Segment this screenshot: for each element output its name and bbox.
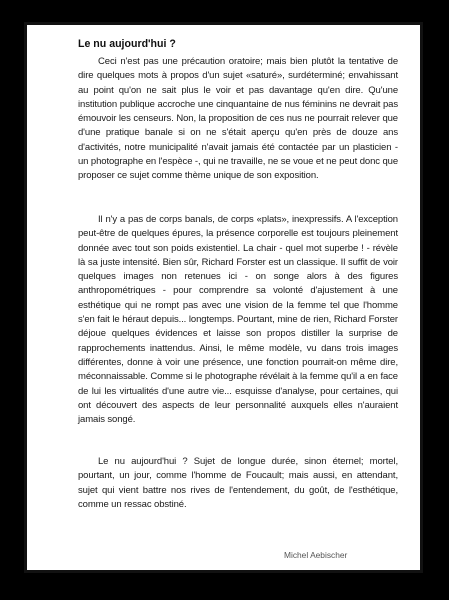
document-page xyxy=(24,22,423,573)
paragraph-2: Il n'y a pas de corps banals, de corps «plats», inexpressifs. A l'exception peut-être de quelques épures, la présence corporelle est toujours pleinement donnée avec tout son poids existentiel. La chair - quel mot superbe ! - révèle là sa juste intensité. Bien sûr, Richard Forster est un classique. Il suffit de voir quelques images non retenues ici - on songe alors à des figures anthropométriques - pour comprendre sa volonté d'ajustement à une esthétique qui ne rompt pas avec une vision de la femme tel que l'homme s'en fait le héraut depuis... longtemps. Pourtant, mine de rien, Richard Forster déjoue quelques évidences et laisse son propos distiller la surprise de rapprochements inattendus. Ainsi, le même modèle, vu dans trois images différentes, donne à voir une présence, une fonction pourrait-on même dire, méconnaissable. Comme si le photographe révélait à la femme qu'il a en face de lui les virtualités d'une autre vie... esquisse d'analyse, pour certaines, qui ont découvert des aspects de leur personnalité auxquels elles n'auraient jamais songé. xyxy=(78,214,398,426)
author-signature: Michel Aebischer xyxy=(284,550,348,560)
paragraph-3: Le nu aujourd'hui ? Sujet de longue durée, sinon éternel; mortel, pourtant, un jour, comme l'homme de Foucault; mais aussi, en attendant, sujet qui vient battre nos rives de l'entendement, du goût, de l'esthétique, comme un ressac obstiné. xyxy=(78,456,398,510)
paragraph-1: Ceci n'est pas une précaution oratoire; mais bien plutôt la tentative de dire quelques mots à propos d'un sujet «saturé», surdéterminé; envahissant au point qu'on ne sait plus le voir et pas davantage qu'en dire. Qu'une institution publique accroche une cinquantaine de nus féminins ne devrait pas émouvoir les censeurs. Non, la proposition de ces nus ne pourrait relever que d'une pratique banale si on ne s'était aperçu qu'en près de douze ans d'activités, notre municipalité n'avait jamais été contactée par un plasticien - un photographe en l'espèce -, qui ne travaille, ne se voue et ne peut donc que proposer ce sujet comme thème unique de son exposition. xyxy=(78,56,398,182)
article-title: Le nu aujourd'hui ? xyxy=(78,38,176,50)
